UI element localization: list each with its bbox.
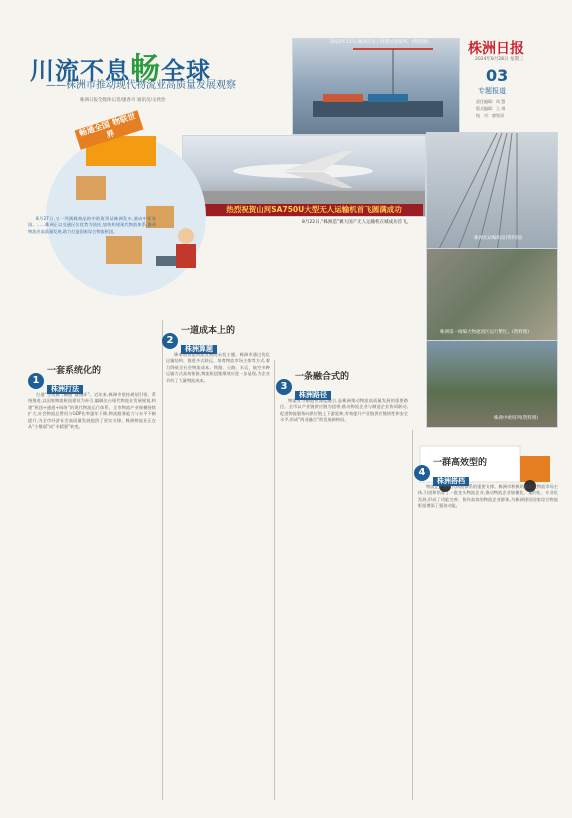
section-subtitle: 株洲路径 xyxy=(295,391,331,400)
editor-line: 责任编辑：周 慧 xyxy=(476,99,506,104)
section-number: 4 xyxy=(414,465,430,481)
column-divider xyxy=(274,360,275,800)
newspaper-masthead: 株洲日报 xyxy=(468,41,524,57)
section-subtitle: 株洲算题 xyxy=(181,345,217,354)
crane-illustration-icon xyxy=(293,39,459,134)
section-4-header xyxy=(414,458,487,487)
section-title: 一群高效型的 xyxy=(433,458,488,468)
title-part-2: 全球 xyxy=(161,57,211,85)
section-2-body xyxy=(166,352,270,802)
section-title: 一条融合式的 xyxy=(295,372,350,382)
title-part-1: 川流不息 xyxy=(30,57,130,85)
page-section: 专题报道 xyxy=(478,87,506,95)
section-paragraph: 降本增效是物流发展的永恒主题。株洲市通过优化运输结构、推进多式联运、培育物流市场主体等方式,着力降低全社会物流成本。铁路、公路、水运、航空多种运输方式高效衔接,物流枢纽集聚效应进一步显现,为企业节约了大量物流成本。 xyxy=(166,352,270,383)
page-number: 03 xyxy=(486,66,509,85)
editor-line: 版式编辑：王 琪 xyxy=(476,106,506,111)
section-paragraph: 打通“主动脉”,畅通“微循环”。近年来,株洲市坚持规划引领、系统推进,以国家物流枢纽建设为牵引,编制出台现代物流业发展规划,构建“枢纽+通道+网络”的现代物流运行体系。全市物流产业规模持续扩大,社会物流总费用与GDP比率逐年下降,物流服务能力与水平不断提升,为全市经济社会高质量发展提供了坚实支撑。株洲物流业正在从“小散弱”向“专精强”转变。 xyxy=(28,392,156,430)
issue-date: 2024年8月28日 星期三 xyxy=(475,57,524,62)
celebration-banner: 热烈祝贺山河SA750U大型无人运输机首飞圆满成功 xyxy=(205,204,423,216)
section-title: 一道成本上的 xyxy=(181,326,236,336)
section-3-body xyxy=(280,398,408,802)
section-3-header xyxy=(276,372,349,401)
illustration-badge: 畅通全国 物联世界 xyxy=(75,110,144,149)
title-accent-character: 畅 xyxy=(130,52,161,87)
freight-train-photo xyxy=(426,340,558,428)
logistics-yard-photo xyxy=(426,248,558,342)
section-4-body xyxy=(418,484,558,802)
section-title: 一套系统化的 xyxy=(47,366,102,376)
section-paragraph: 物流业与制造业深度融合,是株洲推动物流高质量发展的重要路径。全市以产业链供应链为纽带,推动物流企业与制造企业协同联动,促进物流服务向供应链上下游延伸,有效提升产业链供应链韧性和安全水平,形成“两业融合”的发展新格局。 xyxy=(280,398,408,423)
intro-paragraph xyxy=(28,216,156,320)
train-caption: 株洲中欧班列(资料图) xyxy=(494,416,539,421)
column-divider xyxy=(162,320,163,800)
section-subtitle: 株洲搭档 xyxy=(433,477,469,486)
editor-credits xyxy=(476,98,546,119)
yard-caption: 株洲第一线编大物流园区运行繁忙。(资料图) xyxy=(440,330,530,335)
plane-caption: 8月22日,“株洲造”翼大国产无人运输机在城成功首飞。 xyxy=(302,220,412,225)
intro-text: 8月27日,又一列满载商品的中欧班列从株洲发车,驶向中亚各国。……株洲正以交通区位优势为依托,加快构建现代物流体系,推动物流业高质量发展,助力打造国家综合物流枢纽。 xyxy=(28,216,156,234)
section-number: 2 xyxy=(162,333,178,349)
section-1-header xyxy=(28,366,101,395)
page-subtitle: ——株洲市推动现代物流业高质量发展观察 xyxy=(46,80,236,91)
rail-caption: 株洲北站编组站(资料图) xyxy=(474,236,523,241)
section-number: 3 xyxy=(276,379,292,395)
top-photo-caption: 2023年12月,株洲首发上海港过境班列。(资料图) xyxy=(330,40,429,45)
section-number: 1 xyxy=(28,373,44,389)
section-1-body xyxy=(28,392,156,802)
section-2-header xyxy=(162,326,235,355)
section-subtitle: 株洲打法 xyxy=(47,385,83,394)
editor-line: 校 对：廖智清 xyxy=(476,113,504,118)
port-crane-photo xyxy=(292,38,460,135)
byline: 株洲日报全媒体记者/廖春卉 通讯员/文欣欣 xyxy=(80,98,166,103)
section-paragraph: 物流企业是现代物流体系的重要支撑。株洲市积极培育壮大物流市场主体,引进和培育了一批龙头物流企业,推动物流企业规模化、集约化、专业化发展,形成了功能完善、协作高效的物流企业群体,为株洲建设国家综合物流枢纽增添了强劲动能。 xyxy=(418,484,558,509)
railway-tracks-icon xyxy=(427,133,557,253)
